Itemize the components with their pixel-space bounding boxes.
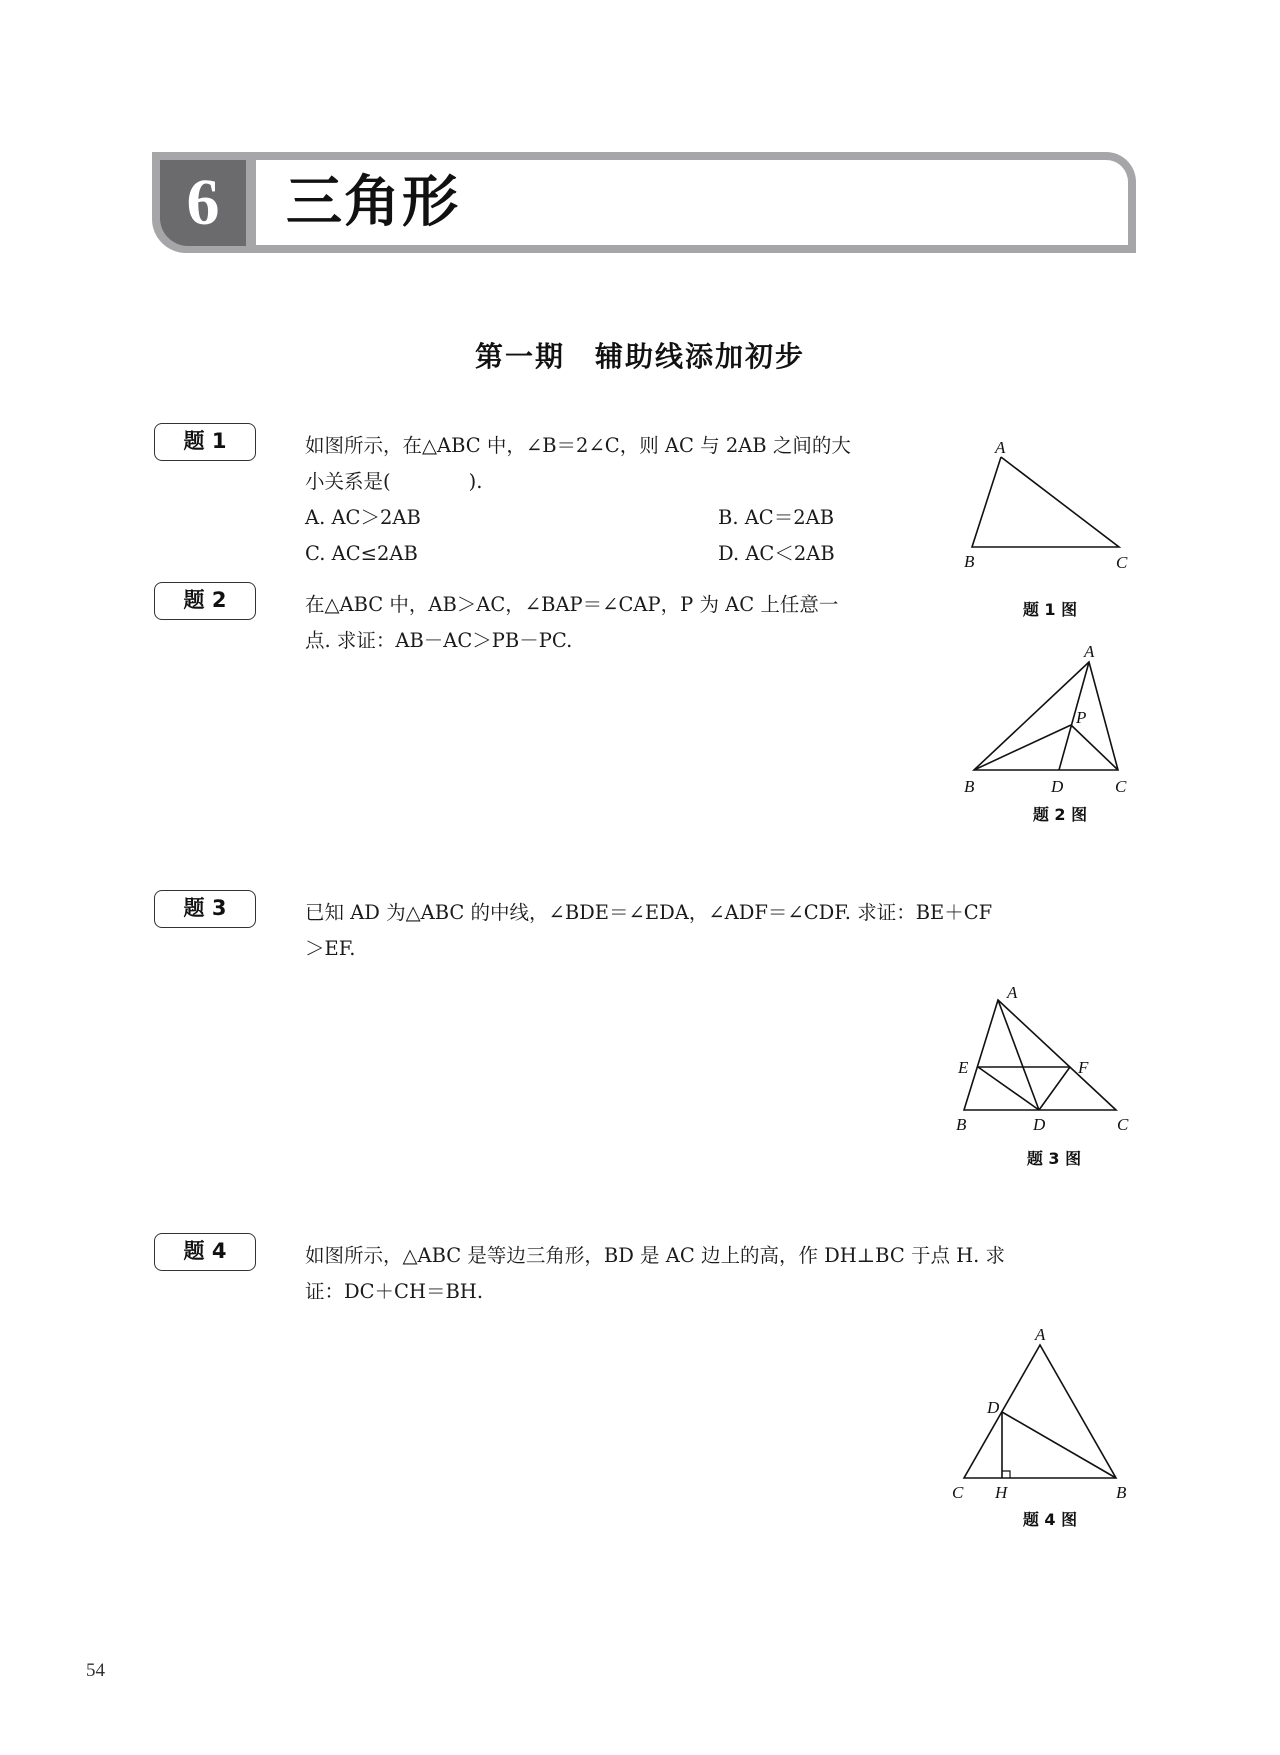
figure-4-triangle xyxy=(940,1320,1160,1510)
question-1-option-b: B. AC＝2AB xyxy=(718,506,835,529)
figure-2-label-b: B xyxy=(964,777,975,796)
figure-1-triangle xyxy=(960,420,1160,580)
figure-1-label-c: C xyxy=(1116,553,1128,572)
chapter-title-box xyxy=(256,160,1128,245)
question-2-text xyxy=(305,587,965,659)
chapter-banner xyxy=(152,152,1136,253)
question-3-text xyxy=(305,895,1155,967)
figure-4-label-d: D xyxy=(987,1398,1000,1417)
figure-4-label-h: H xyxy=(995,1483,1008,1502)
figure-3-caption: 题 3 图 xyxy=(1026,1149,1082,1168)
page-number: 54 xyxy=(86,1660,105,1681)
figure-4-label-c: C xyxy=(952,1483,964,1502)
question-3-badge: 题 3 xyxy=(154,890,256,928)
question-3-line-2: ＞EF. xyxy=(305,937,356,960)
question-2-badge: 题 2 xyxy=(154,582,256,620)
question-4-line-1: 如图所示，△ABC 是等边三角形，BD 是 AC 边上的高，作 DH⊥BC 于点 H. 求 xyxy=(305,1244,1006,1267)
question-2-line-2: 点. 求证：AB－AC＞PB－PC. xyxy=(305,629,573,652)
question-4-line-2: 证：DC＋CH＝BH. xyxy=(305,1280,484,1303)
question-1-text xyxy=(305,428,965,500)
figure-3-label-b: B xyxy=(956,1115,967,1134)
figure-3-label-d: D xyxy=(1033,1115,1046,1134)
figure-1-label-a: A xyxy=(995,438,1006,457)
figure-2-label-c: C xyxy=(1115,777,1127,796)
figure-3-label-e: E xyxy=(958,1058,969,1077)
figure-1-caption: 题 1 图 xyxy=(1022,600,1078,619)
question-1-option-d: D. AC＜2AB xyxy=(718,542,835,565)
section-title: 第一期 辅助线添加初步 xyxy=(474,340,805,373)
chapter-number: 6 xyxy=(160,160,246,246)
question-2-line-1: 在△ABC 中，AB＞AC，∠BAP＝∠CAP，P 为 AC 上任意一 xyxy=(305,593,839,616)
figure-4-label-a: A xyxy=(1035,1325,1046,1344)
question-1-line-1: 如图所示，在△ABC 中，∠B＝2∠C，则 AC 与 2AB 之间的大 xyxy=(305,434,851,457)
question-1-badge: 题 1 xyxy=(154,423,256,461)
figure-3-label-c: C xyxy=(1117,1115,1129,1134)
figure-2-triangle xyxy=(960,640,1160,800)
figure-4-caption: 题 4 图 xyxy=(1022,1510,1078,1529)
question-4-badge: 题 4 xyxy=(154,1233,256,1271)
chapter-title: 三角形 xyxy=(286,169,460,235)
question-1-option-c: C. AC≤2AB xyxy=(305,542,418,565)
figure-3-label-a: A xyxy=(1007,983,1018,1002)
question-3-line-1: 已知 AD 为△ABC 的中线，∠BDE＝∠EDA，∠ADF＝∠CDF. 求证：BE＋CF xyxy=(305,901,993,924)
figure-4-label-b: B xyxy=(1116,1483,1127,1502)
question-1-option-a: A. AC＞2AB xyxy=(305,506,421,529)
question-1-line-2: 小关系是( ). xyxy=(305,470,483,493)
figure-3-triangle xyxy=(950,980,1150,1140)
figure-2-caption: 题 2 图 xyxy=(1032,805,1088,824)
figure-2-label-a: A xyxy=(1084,642,1095,661)
figure-2-label-p: P xyxy=(1076,708,1087,727)
figure-1-label-b: B xyxy=(964,552,975,571)
question-4-text xyxy=(305,1238,1155,1310)
figure-2-label-d: D xyxy=(1051,777,1064,796)
figure-3-label-f: F xyxy=(1078,1058,1089,1077)
